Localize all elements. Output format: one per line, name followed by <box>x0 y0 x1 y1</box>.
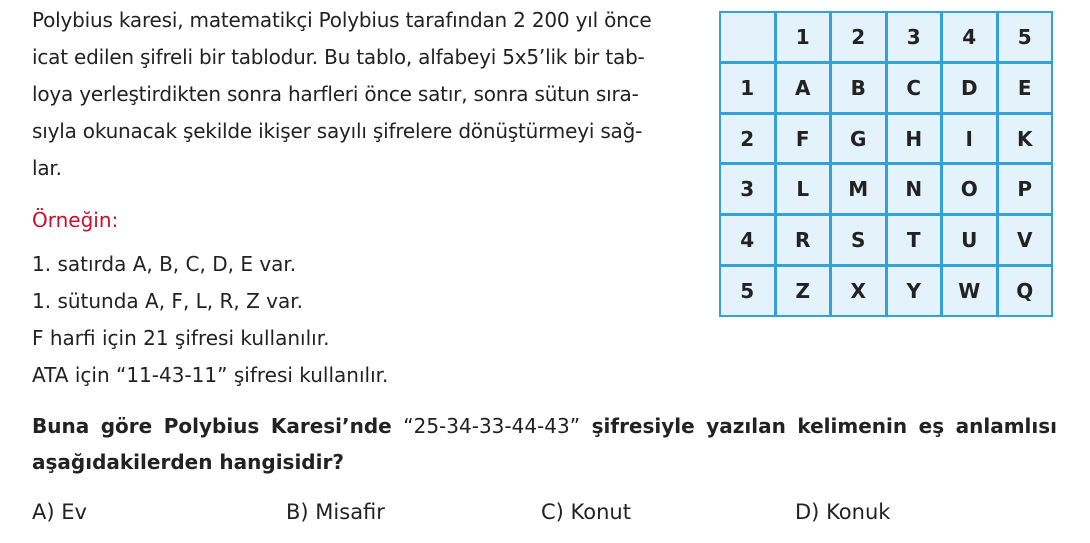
grid-row-header: 1 <box>721 64 774 112</box>
option-text: Konut <box>570 500 631 524</box>
grid-letter-cell: B <box>832 64 885 112</box>
grid-letter-cell: E <box>999 64 1052 112</box>
question-after: şifresiyle yazılan kelimenin eş anlamlısı aşağıdakilerden hangisidir? <box>32 414 1057 474</box>
question-before: Buna göre Polybius Karesi’nde <box>32 414 404 438</box>
grid-row-header: 4 <box>721 216 774 264</box>
grid-letter-cell: D <box>943 64 996 112</box>
grid-letter-cell: H <box>888 115 941 163</box>
option-b[interactable] <box>286 500 385 524</box>
option-label: C) <box>541 500 564 524</box>
example-list <box>32 246 388 394</box>
grid-letter-cell: G <box>832 115 885 163</box>
grid-column-header: 2 <box>832 13 885 61</box>
intro-line: lar. <box>32 156 62 180</box>
option-label: D) <box>795 500 820 524</box>
grid-letter-cell: T <box>888 216 941 264</box>
example-line: ATA için “11-43-11” şifresi kullanılır. <box>32 363 389 387</box>
grid-letter-cell: N <box>888 165 941 213</box>
grid-column-header: 3 <box>888 13 941 61</box>
grid-letter-cell: U <box>943 216 996 264</box>
grid-letter-cell: S <box>832 216 885 264</box>
option-text: Misafir <box>315 500 385 524</box>
grid-letter-cell: M <box>832 165 885 213</box>
grid-letter-cell: X <box>832 267 885 315</box>
grid-letter-cell: R <box>777 216 830 264</box>
grid-column-header: 5 <box>999 13 1052 61</box>
grid-letter-cell: C <box>888 64 941 112</box>
option-a[interactable] <box>32 500 87 524</box>
grid-letter-cell: I <box>943 115 996 163</box>
grid-row-header: 5 <box>721 267 774 315</box>
option-c[interactable] <box>541 500 631 524</box>
intro-line: sıyla okunacak şekilde ikişer sayılı şifrelere dönüştürmeyi sağ- <box>32 119 643 143</box>
grid-letter-cell: L <box>777 165 830 213</box>
grid-letter-cell: Y <box>888 267 941 315</box>
question-text <box>32 408 1057 480</box>
grid-letter-cell: V <box>999 216 1052 264</box>
grid-letter-cell: Z <box>777 267 830 315</box>
option-label: B) <box>286 500 309 524</box>
grid-letter-cell: A <box>777 64 830 112</box>
grid-letter-cell: W <box>943 267 996 315</box>
grid-row-header: 3 <box>721 165 774 213</box>
option-text: Konuk <box>826 500 891 524</box>
example-heading: Örneğin: <box>32 208 119 232</box>
grid-column-header: 1 <box>777 13 830 61</box>
example-line: 1. satırda A, B, C, D, E var. <box>32 252 297 276</box>
grid-letter-cell: Q <box>999 267 1052 315</box>
grid-row-header: 2 <box>721 115 774 163</box>
option-d[interactable] <box>795 500 890 524</box>
intro-line: loya yerleştirdikten sonra harfleri önce satır, sonra sütun sıra- <box>32 82 639 106</box>
question-code: “25-34-33-44-43” <box>403 414 581 438</box>
grid-column-header: 4 <box>943 13 996 61</box>
grid-corner-cell <box>721 13 774 61</box>
grid-letter-cell: O <box>943 165 996 213</box>
intro-line: icat edilen şifreli bir tablodur. Bu tablo, alfabeyi 5x5’lik bir tab- <box>32 45 645 69</box>
option-text: Ev <box>61 500 87 524</box>
option-label: A) <box>32 500 55 524</box>
example-line: 1. sütunda A, F, L, R, Z var. <box>32 289 304 313</box>
intro-paragraph <box>32 2 702 187</box>
grid-letter-cell: K <box>999 115 1052 163</box>
grid-letter-cell: P <box>999 165 1052 213</box>
intro-line: Polybius karesi, matematikçi Polybius tarafından 2 200 yıl önce <box>32 8 652 32</box>
grid-letter-cell: F <box>777 115 830 163</box>
polybius-square <box>719 11 1053 317</box>
example-line: F harfi için 21 şifresi kullanılır. <box>32 326 330 350</box>
